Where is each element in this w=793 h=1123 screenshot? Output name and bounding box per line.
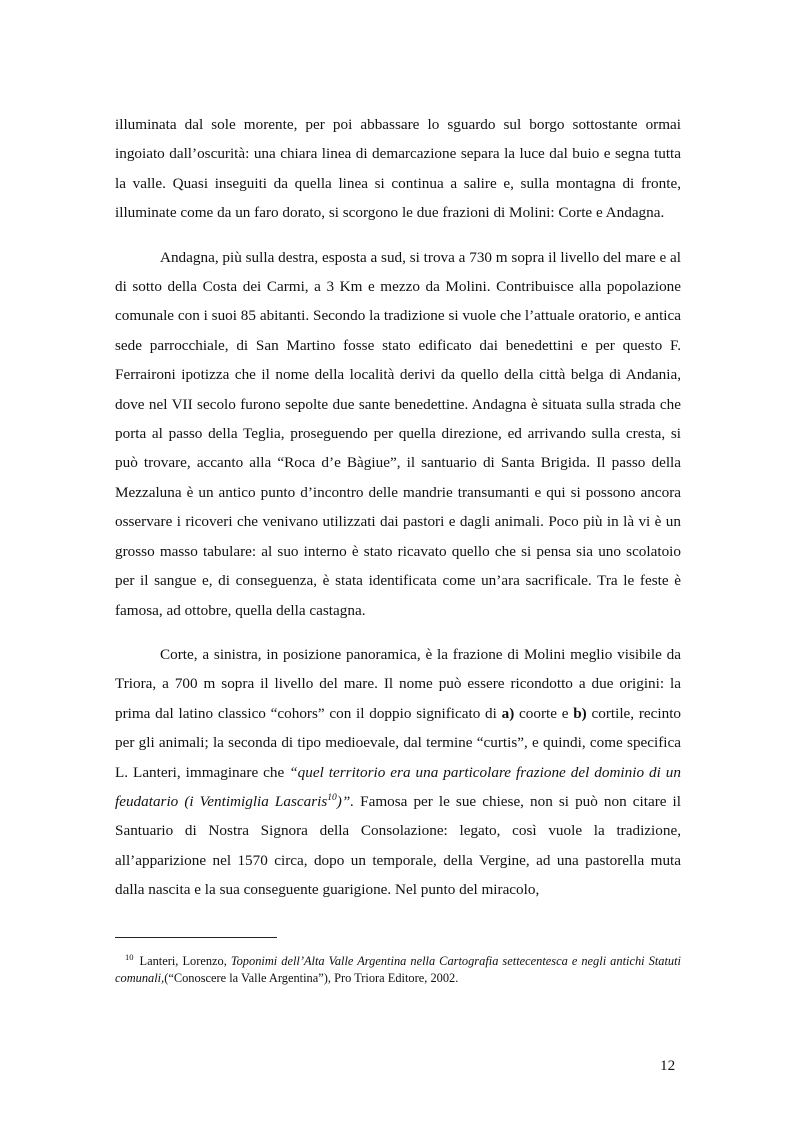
footnote [115, 953, 681, 987]
footnote-title: Toponimi dell’Alta Valle Argentina nella Cartografia settecentesca e negli antichi Statuti comunali, [115, 954, 681, 985]
footnote-reference[interactable]: 10 [327, 792, 337, 803]
italic-quote-text: “quel territorio era una particolare frazione del dominio di un feudatario (i Ventimiglia Lascaris [115, 763, 681, 810]
bold-a-marker: a) [501, 704, 515, 722]
document-body [115, 110, 681, 905]
paragraph-andagna: Andagna, più sulla destra, esposta a sud, si trova a 730 m sopra il livello del mare e al di sotto della Costa dei Carmi, a 3 Km e mezzo da Molini. Contribuisce alla popolazione comunale con i suoi 85 abitanti. Secondo la tradizione si vuole che l’attuale oratorio, e antica sede parrocchiale, di San Martino fosse stato edificato dai benedettini e per questo F. Ferraironi ipotizza che il nome della località derivi da quello della città belga di Andania, dove nel VII secolo furono sepolte due sante benedettine. Andagna è situata sulla strada che porta al passo della Teglia, proseguendo per quella direzione, ed arrivando sulla cresta, si può trovare, accanto alla “Roca d’e Bàgiue”, il santuario di Santa Brigida. Il passo della Mezzaluna è un antico punto d’incontro delle mandrie transumanti e qui si possono ancora osservare i ricoveri che venivano utilizzati dai pastori e dagli animali. Poco più in là vi è un grosso masso tabulare: al suo interno è stato ricavato quello che si pensa sia uno scolatoio per il sangue e, di conseguenza, è stata identificata come un’ara sacrificale. Tra le feste è famosa, ad ottobre, quella della castagna. [115, 248, 681, 619]
paragraph-corte-text-a: Corte, a sinistra, in posizione panoramica, è la frazione di Molini meglio visibile da Triora, a 700 m sopra il livello del mare. Il nome può essere ricondotto a due origini: la prima dal latino classico “cohors” con il doppio significato di [115, 645, 681, 722]
paragraph-corte-text-c: cortile, recinto per gli animali; la seconda di tipo medioevale, dal termine “curtis”, e quindi, come specifica L. Lanteri, immaginare che [115, 704, 682, 781]
footnote-number: 10 [125, 951, 134, 962]
paragraph-corte-text-d: Famosa per le sue chiese, non si può non citare il Santuario di Nostra Signora della Consolazione: legato, così vuole la tradizione, all’apparizione nel 1570 circa, dopo un temporale, della Vergine, ad una pastorella muta dalla nascita e la sua conseguente guarigione. Nel punto del miracolo, [115, 792, 681, 899]
footnote-author: Lanteri, Lorenzo, [135, 954, 231, 968]
bold-b-marker: b) [573, 704, 587, 722]
footnote-publication: (“Conoscere la Valle Argentina”), Pro Triora Editore, 2002. [164, 971, 459, 985]
italic-quote-close: )”. [336, 792, 355, 810]
paragraph-corte [115, 640, 681, 905]
paragraph-1: illuminata dal sole morente, per poi abbassare lo sguardo sul borgo sottostante ormai ingoiato dall’oscurità: una chiara linea di demarcazione separa la luce dal buio e segna tutta la valle. Quasi inseguiti da quella linea si continua a salire e, sulla montagna di fronte, illuminate come da un faro dorato, si scorgono le due frazioni di Molini: Corte e Andagna. [115, 116, 681, 222]
footnote-divider [115, 937, 277, 938]
paragraph-corte-text-b: coorte e [514, 704, 574, 722]
page-number: 12 [660, 1057, 676, 1074]
